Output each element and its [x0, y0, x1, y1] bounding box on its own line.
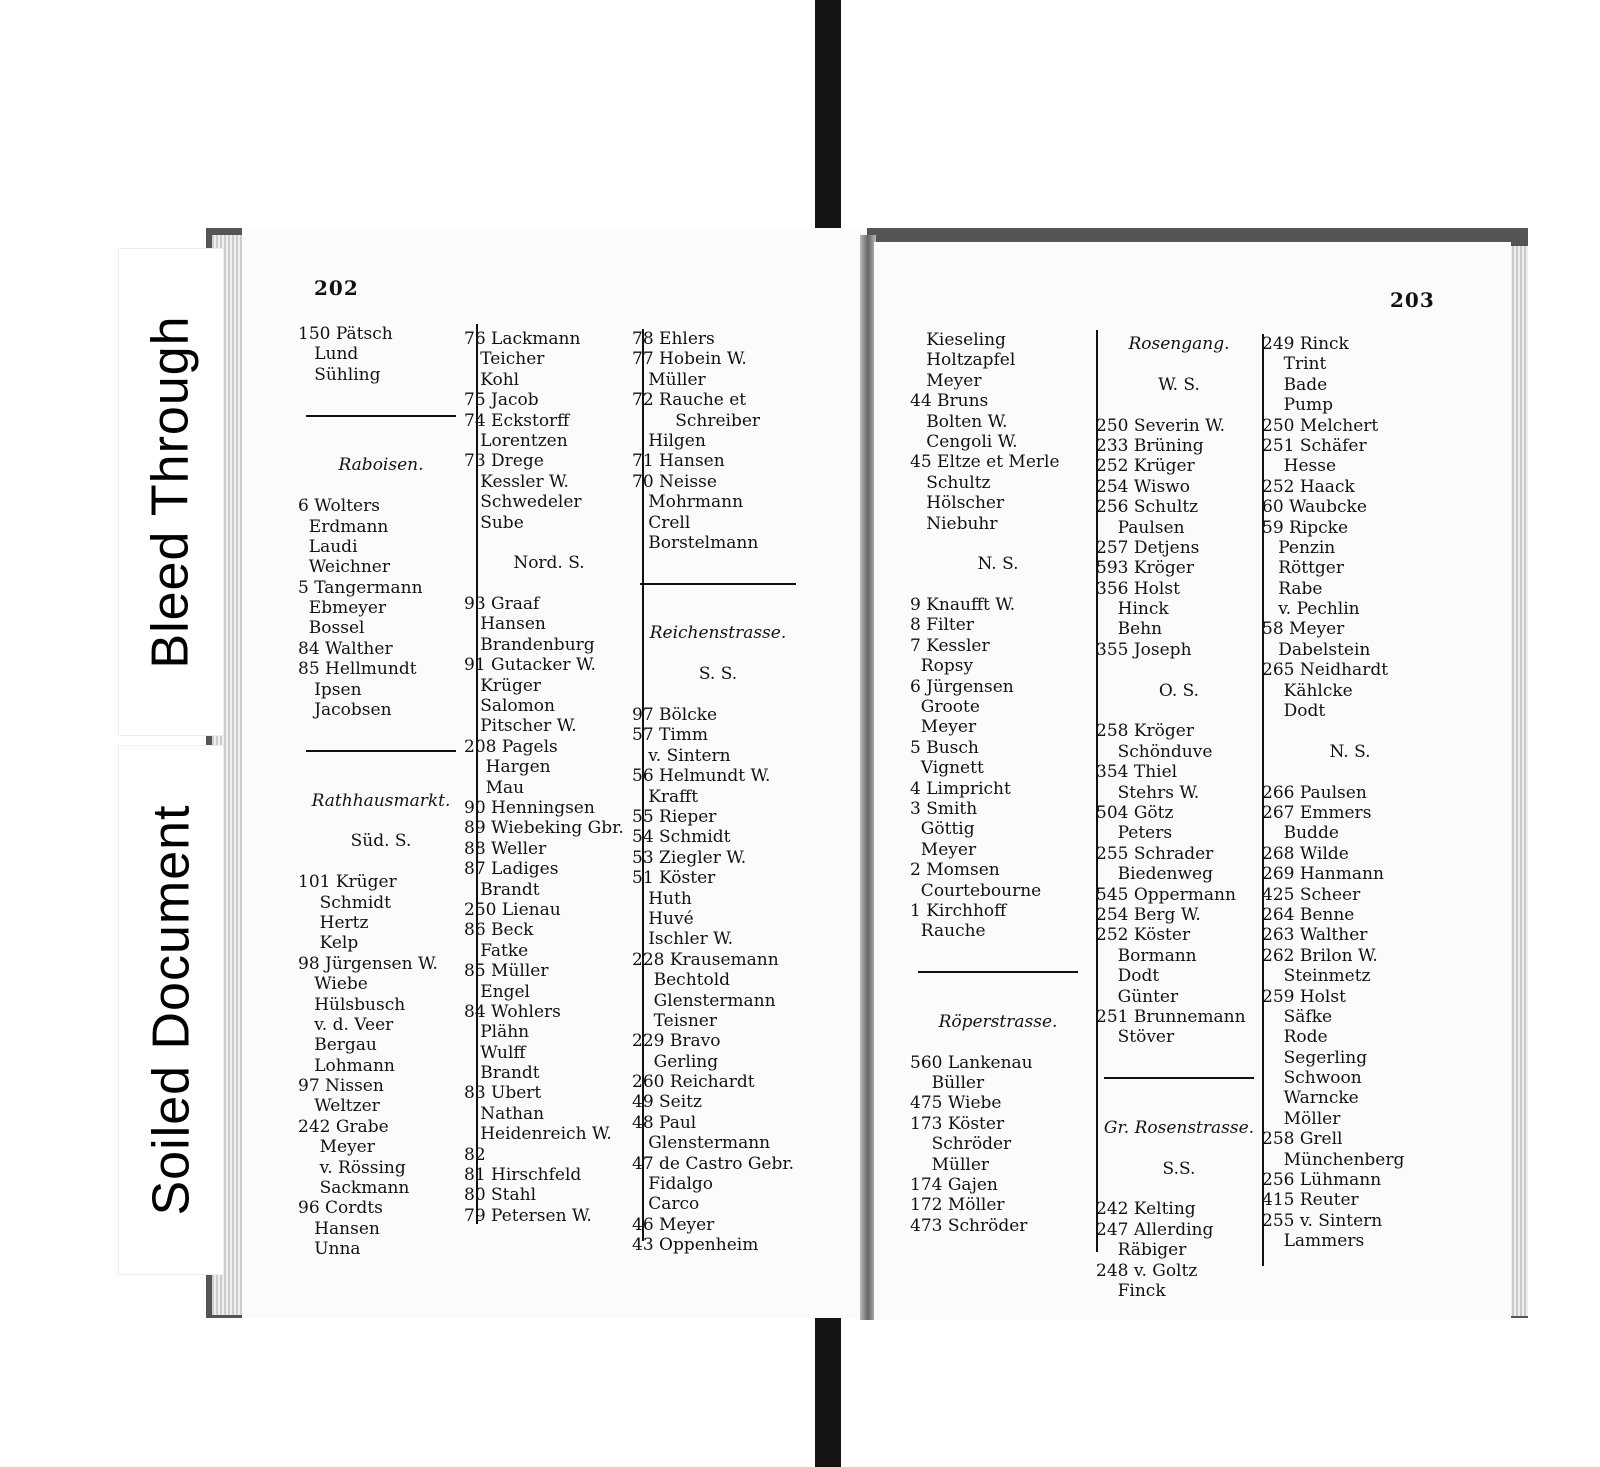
directory-entry: 250 Severin W. — [1096, 415, 1226, 436]
directory-entry: 82 — [464, 1144, 486, 1165]
directory-entry: Mohrmann — [632, 492, 744, 513]
directory-entry: Ipsen — [298, 679, 362, 700]
directory-entry: 6 Jürgensen — [910, 676, 1014, 697]
blank-line — [1096, 354, 1262, 374]
directory-entry: Paulsen — [1096, 517, 1185, 538]
horizontal-rule — [918, 971, 1078, 973]
directory-entry: Weltzer — [298, 1096, 380, 1117]
directory-entry: Hölscher — [910, 493, 1005, 514]
directory-entry: Cengoli W. — [910, 431, 1018, 452]
directory-entry: Müller — [910, 1154, 990, 1175]
blank-line — [298, 720, 464, 740]
directory-entry: 415 Reuter — [1262, 1190, 1359, 1211]
directory-entry: 4 Limpricht — [910, 778, 1011, 799]
directory-entry: Hansen — [464, 614, 546, 635]
blank-line — [1262, 721, 1438, 741]
directory-entry: 251 Brunnemann — [1096, 1006, 1246, 1027]
directory-entry: 93 Graaf — [464, 594, 540, 615]
directory-entry: 172 Möller — [910, 1195, 1005, 1216]
directory-entry: 46 Meyer — [632, 1214, 715, 1235]
blank-line — [1096, 395, 1262, 415]
directory-entry: Huvé — [632, 908, 694, 929]
directory-entry: v. Sintern — [632, 745, 731, 766]
directory-entry: Rabe — [1262, 578, 1323, 599]
directory-entry: 250 Lienau — [464, 899, 561, 920]
street-side-heading: O. S. — [1158, 680, 1200, 701]
directory-entry: Rauche — [910, 921, 986, 942]
directory-entry: 86 Beck — [464, 920, 534, 941]
directory-entry: Krafft — [632, 786, 699, 807]
blank-line — [632, 685, 804, 705]
directory-entry: Salomon — [464, 696, 555, 717]
directory-entry: 233 Brüning — [1096, 435, 1204, 456]
directory-entry: 251 Schäfer — [1262, 435, 1367, 456]
directory-entry: Peters — [1096, 823, 1173, 844]
directory-entry: Ebmeyer — [298, 598, 387, 619]
section-rule — [298, 750, 464, 770]
directory-entry: 263 Walther — [1262, 925, 1368, 946]
directory-entry: 48 Paul — [632, 1112, 697, 1133]
street-heading: Raboisen. — [338, 455, 424, 476]
directory-entry: 90 Henningsen — [464, 797, 595, 818]
directory-entry: Pitscher W. — [464, 716, 577, 737]
directory-entry: 1 Kirchhoff — [910, 900, 1007, 921]
directory-entry: Kieseling — [910, 330, 1006, 350]
directory-entry: Dodt — [1096, 966, 1160, 987]
directory-entry: 265 Neidhardt — [1262, 660, 1389, 681]
directory-entry: 51 Köster — [632, 868, 716, 889]
directory-entry: Biedenweg — [1096, 864, 1213, 885]
directory-entry: 256 Lühmann — [1262, 1170, 1382, 1191]
directory-entry: 473 Schröder — [910, 1215, 1028, 1236]
directory-entry: 2 Momsen — [910, 860, 1000, 881]
directory-entry: Trint — [1262, 354, 1327, 375]
directory-entry: 54 Schmidt — [632, 827, 731, 848]
directory-entry: Hansen — [298, 1218, 380, 1239]
directory-entry: Günter — [1096, 986, 1179, 1007]
directory-entry: 57 Timm — [632, 725, 709, 746]
directory-entry: 254 Berg W. — [1096, 904, 1201, 925]
directory-entry: Glenstermann — [632, 990, 776, 1011]
directory-entry: 268 Wilde — [1262, 843, 1349, 864]
directory-entry: 255 v. Sintern — [1262, 1210, 1383, 1231]
directory-entry: 354 Thiel — [1096, 762, 1178, 783]
directory-entry: Gerling — [632, 1051, 719, 1072]
directory-entry: 252 Krüger — [1096, 456, 1195, 477]
directory-entry: 87 Ladiges — [464, 859, 559, 880]
directory-entry: 44 Bruns — [910, 391, 989, 412]
directory-entry: Meyer — [910, 370, 982, 391]
directory-entry: 83 Ubert — [464, 1083, 542, 1104]
directory-entry: Huth — [632, 888, 692, 909]
section-rule — [632, 583, 804, 603]
directory-entry: 356 Holst — [1096, 578, 1180, 599]
directory-entry: Erdmann — [298, 516, 389, 537]
directory-entry: 257 Detjens — [1096, 537, 1200, 558]
directory-entry: Bormann — [1096, 945, 1197, 966]
directory-entry: 74 Eckstorff — [464, 410, 570, 431]
directory-entry: Hülsbusch — [298, 994, 406, 1015]
street-side-heading: S. S. — [698, 664, 738, 685]
blank-line — [298, 435, 464, 455]
directory-entry: Unna — [298, 1239, 361, 1260]
section-rule — [1096, 1077, 1262, 1097]
directory-entry: Kählcke — [1262, 680, 1353, 701]
directory-entry: 84 Walther — [298, 638, 393, 659]
street-side-heading: W. S. — [1158, 374, 1200, 395]
directory-entry: Groote — [910, 697, 980, 718]
directory-entry: 72 Rauche et — [632, 390, 747, 411]
directory-entry: 89 Wiebeking Gbr. — [464, 818, 624, 839]
directory-entry: Teisner — [632, 1010, 717, 1031]
directory-entry: Penzin — [1262, 537, 1336, 558]
directory-entry: Möller — [1262, 1108, 1341, 1129]
directory-entry: 58 Meyer — [1262, 619, 1345, 640]
directory-entry: Hilgen — [632, 430, 706, 451]
street-side-heading: Süd. S. — [350, 831, 412, 852]
directory-entry: 84 Wohlers — [464, 1001, 561, 1022]
directory-entry: 228 Krausemann — [632, 949, 779, 970]
directory-entry: Mau — [464, 777, 525, 798]
directory-entry: 70 Neisse — [632, 471, 717, 492]
blank-line — [298, 385, 464, 405]
blank-line — [910, 534, 1086, 554]
street-side-heading: N. S. — [1329, 741, 1371, 762]
right-page — [874, 242, 1511, 1320]
directory-entry: Kelp — [298, 933, 359, 954]
directory-entry: 250 Melchert — [1262, 415, 1379, 436]
left-page-column-3 — [632, 329, 804, 1256]
directory-entry: 45 Eltze et Merle — [910, 452, 1060, 473]
blank-line — [464, 533, 634, 553]
directory-entry: 85 Müller — [464, 961, 549, 982]
directory-entry: 266 Paulsen — [1262, 782, 1367, 803]
blank-line — [910, 992, 1086, 1012]
directory-entry: 249 Rinck — [1262, 334, 1349, 354]
page-number-left: 202 — [314, 276, 359, 300]
directory-entry: Bade — [1262, 374, 1328, 395]
directory-entry: Finck — [1096, 1280, 1166, 1301]
street-heading: Gr. Rosenstrasse. — [1103, 1117, 1255, 1138]
directory-entry: Müller — [632, 369, 706, 390]
directory-entry: 53 Ziegler W. — [632, 847, 747, 868]
directory-entry: 9 Knaufft W. — [910, 595, 1016, 616]
directory-entry: 258 Grell — [1262, 1129, 1343, 1150]
directory-entry: Büller — [910, 1073, 985, 1094]
directory-entry: Hinck — [1096, 599, 1169, 620]
directory-entry: v. Pechlin — [1262, 599, 1360, 620]
directory-entry: 91 Gutacker W. — [464, 655, 596, 676]
horizontal-rule — [640, 583, 796, 585]
directory-entry: Lorentzen — [464, 430, 568, 451]
directory-entry: Budde — [1262, 823, 1339, 844]
directory-entry: Bechtold — [632, 970, 731, 991]
directory-entry: 269 Hanmann — [1262, 864, 1384, 885]
horizontal-rule — [306, 415, 456, 417]
blank-line — [910, 942, 1086, 962]
street-heading: Rathhausmarkt. — [311, 790, 451, 811]
directory-entry: Brandenburg — [464, 634, 595, 655]
directory-entry: Meyer — [298, 1137, 375, 1158]
blank-line — [910, 575, 1086, 595]
directory-entry: Kohl — [464, 369, 520, 390]
directory-entry: Wulff — [464, 1042, 526, 1063]
street-heading: Reichenstrasse. — [649, 623, 787, 644]
directory-entry: 77 Hobein W. — [632, 349, 747, 370]
directory-entry: 252 Haack — [1262, 476, 1355, 497]
street-side-heading: N. S. — [977, 554, 1019, 575]
directory-entry: Münchenberg — [1262, 1149, 1405, 1170]
directory-entry: Borstelmann — [632, 532, 759, 553]
directory-entry: 55 Rieper — [632, 806, 717, 827]
horizontal-rule — [306, 750, 456, 752]
directory-entry: 80 Stahl — [464, 1185, 537, 1206]
directory-entry: Schwedeler — [464, 492, 582, 513]
directory-entry: Ischler W. — [632, 929, 734, 950]
left-page-column-2 — [464, 329, 634, 1226]
directory-entry: Heidenreich W. — [464, 1124, 612, 1145]
directory-entry: 259 Holst — [1262, 986, 1346, 1007]
directory-entry: 247 Allerding — [1096, 1219, 1214, 1240]
blank-line — [632, 553, 804, 573]
directory-entry: 47 de Castro Gebr. — [632, 1153, 795, 1174]
directory-entry: 258 Kröger — [1096, 721, 1194, 742]
directory-entry: Bolten W. — [910, 411, 1008, 432]
directory-entry: 262 Brilon W. — [1262, 945, 1378, 966]
blank-line — [632, 603, 804, 623]
left-page — [242, 228, 867, 1318]
directory-entry: 504 Götz — [1096, 802, 1174, 823]
directory-entry: Säfke — [1262, 1006, 1333, 1027]
directory-entry: Kessler W. — [464, 471, 569, 492]
directory-entry: Sube — [464, 512, 524, 533]
blank-line — [298, 476, 464, 496]
directory-entry: 264 Benne — [1262, 904, 1355, 925]
directory-entry: Schwoon — [1262, 1068, 1362, 1089]
directory-entry: Segerling — [1262, 1047, 1368, 1068]
blank-line — [1096, 660, 1262, 680]
directory-entry: 254 Wiswo — [1096, 476, 1190, 497]
directory-entry: 3 Smith — [910, 798, 978, 819]
directory-entry: Dabelstein — [1262, 639, 1371, 660]
blank-line — [632, 644, 804, 664]
directory-entry: 8 Filter — [910, 615, 974, 636]
directory-entry: 173 Köster — [910, 1113, 1005, 1134]
directory-entry: v. Rössing — [298, 1157, 406, 1178]
directory-entry: Lohmann — [298, 1055, 395, 1076]
directory-entry: 85 Hellmundt — [298, 659, 417, 680]
page-number-right: 203 — [1390, 288, 1435, 312]
right-page-column-1 — [910, 330, 1086, 1236]
directory-entry: Glenstermann — [632, 1133, 771, 1154]
directory-entry: 97 Bölcke — [632, 705, 718, 726]
directory-entry: Bossel — [298, 618, 365, 639]
directory-entry: 150 Pätsch — [298, 324, 393, 344]
directory-entry: 6 Wolters — [298, 496, 380, 517]
directory-entry: 75 Jacob — [464, 390, 539, 411]
blank-line — [1096, 701, 1262, 721]
directory-entry: Hesse — [1262, 456, 1337, 477]
directory-entry: Behn — [1096, 619, 1163, 640]
directory-entry: 43 Oppenheim — [632, 1235, 759, 1256]
blank-line — [1262, 762, 1438, 782]
directory-entry: 255 Schrader — [1096, 843, 1214, 864]
directory-entry: Fidalgo — [632, 1174, 714, 1195]
directory-entry: Stehrs W. — [1096, 782, 1200, 803]
directory-entry: Sackmann — [298, 1178, 410, 1199]
directory-entry: 96 Cordts — [298, 1198, 383, 1219]
directory-entry: Schröder — [910, 1134, 1012, 1155]
directory-entry: 355 Joseph — [1096, 639, 1192, 660]
directory-entry: 560 Lankenau — [910, 1052, 1033, 1073]
directory-entry: Vignett — [910, 758, 984, 779]
blank-line — [910, 1032, 1086, 1052]
directory-entry: 78 Ehlers — [632, 329, 715, 349]
right-page-column-2 — [1096, 334, 1262, 1301]
directory-entry: 593 Kröger — [1096, 558, 1194, 579]
street-side-heading: S.S. — [1162, 1158, 1196, 1179]
directory-entry: 81 Hirschfeld — [464, 1165, 582, 1186]
directory-entry: v. d. Veer — [298, 1014, 394, 1035]
directory-entry: 56 Helmundt W. — [632, 766, 771, 787]
directory-entry: 252 Köster — [1096, 925, 1191, 946]
directory-entry: Carco — [632, 1194, 700, 1215]
directory-entry: 71 Hansen — [632, 451, 725, 472]
directory-entry: Röttger — [1262, 558, 1344, 579]
directory-entry: Warncke — [1262, 1088, 1359, 1109]
directory-entry: 5 Busch — [910, 737, 979, 758]
directory-entry: Steinmetz — [1262, 966, 1371, 987]
directory-entry: 59 Ripcke — [1262, 517, 1349, 538]
directory-entry: Räbiger — [1096, 1240, 1187, 1261]
directory-entry: 7 Kessler — [910, 635, 990, 656]
directory-entry: Dodt — [1262, 701, 1326, 722]
blank-line — [298, 852, 464, 872]
directory-entry: Sühling — [298, 364, 381, 385]
street-side-heading: Nord. S. — [513, 553, 585, 574]
directory-entry: Ropsy — [910, 656, 974, 677]
directory-entry: Schreiber — [632, 410, 761, 431]
directory-entry: Meyer — [910, 839, 977, 860]
directory-entry: Fatke — [464, 940, 529, 961]
bleed-through-tag — [118, 248, 224, 736]
right-page-column-3 — [1262, 334, 1438, 1252]
directory-entry: 242 Kelting — [1096, 1199, 1196, 1220]
soiled-document-tag — [118, 745, 224, 1275]
directory-entry: Courtebourne — [910, 880, 1042, 901]
left-page-column-1 — [298, 324, 464, 1260]
directory-entry: 174 Gajen — [910, 1175, 998, 1196]
directory-entry: 97 Nissen — [298, 1076, 384, 1097]
directory-entry: Meyer — [910, 717, 977, 738]
directory-entry: Lammers — [1262, 1231, 1365, 1252]
street-heading: Röperstrasse. — [938, 1011, 1058, 1032]
blank-line — [298, 770, 464, 790]
directory-entry: Laudi — [298, 536, 358, 557]
directory-entry: Göttig — [910, 819, 975, 840]
directory-entry: Schönduve — [1096, 741, 1213, 762]
directory-entry: Plähn — [464, 1022, 530, 1043]
soiled-document-label: Soiled Document — [142, 804, 200, 1216]
directory-entry: 73 Drege — [464, 451, 544, 472]
directory-entry: 79 Petersen W. — [464, 1205, 592, 1226]
directory-entry: Stöver — [1096, 1027, 1175, 1048]
directory-entry: Jacobsen — [298, 700, 392, 721]
directory-entry: 101 Krüger — [298, 872, 397, 893]
directory-entry: Teicher — [464, 349, 545, 370]
directory-entry: Hertz — [298, 912, 369, 933]
directory-entry: 242 Grabe — [298, 1116, 389, 1137]
directory-entry: Engel — [464, 981, 530, 1002]
directory-entry: Weichner — [298, 557, 390, 578]
directory-entry: Hargen — [464, 757, 551, 778]
directory-entry: 88 Weller — [464, 838, 547, 859]
directory-entry: Brandt — [464, 1063, 540, 1084]
directory-entry: 98 Jürgensen W. — [298, 953, 438, 974]
directory-entry: Lund — [298, 344, 359, 365]
blank-line — [298, 811, 464, 831]
blank-line — [1096, 1138, 1262, 1158]
horizontal-rule — [1104, 1077, 1254, 1079]
directory-entry: 545 Oppermann — [1096, 884, 1236, 905]
directory-entry: Holtzapfel — [910, 350, 1016, 371]
directory-entry: 248 v. Goltz — [1096, 1260, 1198, 1281]
directory-entry: 208 Pagels — [464, 736, 558, 757]
directory-entry: 60 Waubcke — [1262, 497, 1367, 518]
directory-entry: Wiebe — [298, 974, 368, 995]
directory-entry: Brandt — [464, 879, 540, 900]
directory-entry: Crell — [632, 512, 691, 533]
bleed-through-label: Bleed Through — [142, 315, 200, 669]
directory-entry: 267 Emmers — [1262, 802, 1372, 823]
blank-line — [1096, 1097, 1262, 1117]
blank-line — [464, 574, 634, 594]
directory-entry: Pump — [1262, 395, 1334, 416]
section-rule — [298, 415, 464, 435]
section-rule — [910, 971, 1086, 991]
directory-entry: Rode — [1262, 1027, 1328, 1048]
street-heading: Rosengang. — [1128, 334, 1230, 354]
blank-line — [1096, 1048, 1262, 1068]
directory-entry: Krüger — [464, 675, 542, 696]
directory-entry: 260 Reichardt — [632, 1072, 755, 1093]
directory-entry: Niebuhr — [910, 513, 998, 534]
directory-entry: 256 Schultz — [1096, 497, 1199, 518]
directory-entry: Schultz — [910, 472, 991, 493]
directory-entry: 229 Bravo — [632, 1031, 721, 1052]
directory-entry: 49 Seitz — [632, 1092, 702, 1113]
blank-line — [1096, 1179, 1262, 1199]
directory-entry: 76 Lackmann — [464, 329, 581, 349]
directory-entry: 475 Wiebe — [910, 1093, 1002, 1114]
directory-entry: 5 Tangermann — [298, 577, 423, 598]
directory-entry: 425 Scheer — [1262, 884, 1361, 905]
directory-entry: Schmidt — [298, 892, 392, 913]
directory-entry: Bergau — [298, 1035, 377, 1056]
directory-entry: Nathan — [464, 1103, 545, 1124]
